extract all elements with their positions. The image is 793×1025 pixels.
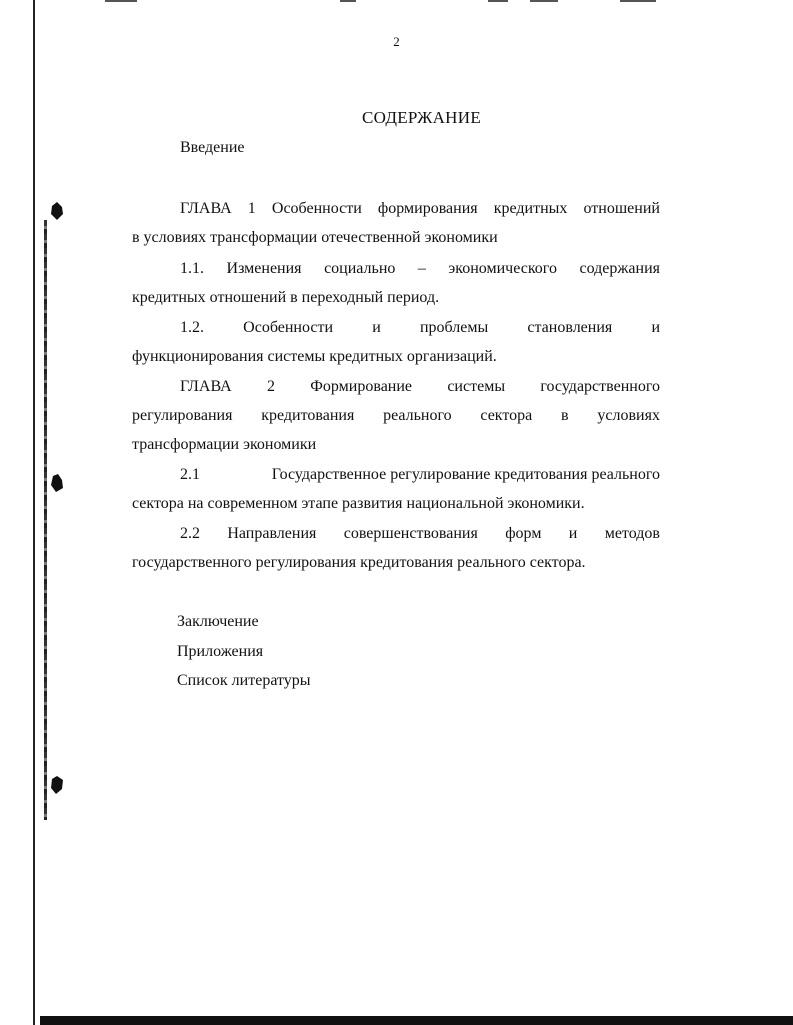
toc-section-1-2-line1	[180, 319, 660, 337]
toc-word: форм	[505, 525, 542, 542]
toc-word: и	[651, 319, 660, 336]
toc-word: Особенности	[271, 200, 362, 217]
binding-hole-mark-icon	[50, 202, 64, 220]
toc-word: условиях	[597, 407, 660, 424]
toc-section-2-1-line1	[180, 466, 660, 484]
scan-bottom-edge	[40, 1016, 793, 1025]
toc-appendices: Приложения	[177, 643, 264, 660]
toc-word: реального	[383, 407, 452, 424]
toc-section-1-2-line2: функционирования системы кредитных организаций.	[132, 348, 497, 365]
toc-word: ГЛАВА	[180, 200, 232, 217]
toc-conclusion: Заключение	[177, 613, 259, 630]
toc-chapter1-line2: в условиях трансформации отечественной экономики	[132, 229, 498, 246]
page-title: СОДЕРЖАНИЕ	[361, 108, 482, 127]
toc-section-2-1-line2: сектора на современном этапе развития национальной экономики.	[132, 495, 585, 512]
toc-word: 1.2.	[180, 319, 204, 336]
toc-word: Формирование	[310, 378, 413, 395]
toc-chapter2-line2	[132, 407, 660, 425]
toc-section-2-2-line2: государственного регулирования кредитования реального сектора.	[132, 554, 586, 571]
toc-section-2-2-line1	[180, 525, 660, 543]
toc-word: становления	[527, 319, 613, 336]
toc-references: Список литературы	[177, 672, 311, 689]
toc-word: экономического	[448, 260, 557, 277]
page-number: 2	[393, 34, 400, 49]
toc-word: системы	[447, 378, 506, 395]
toc-word: формирования	[377, 200, 478, 217]
toc-word: методов	[604, 525, 660, 542]
toc-word: ГЛАВА	[180, 378, 232, 395]
toc-chapter2-line3: трансформации экономики	[132, 436, 317, 453]
toc-word: 2.2	[180, 525, 200, 542]
toc-word: совершенствования	[343, 525, 478, 542]
toc-section-1-1-line1	[180, 260, 660, 278]
scan-top-edge	[0, 0, 793, 8]
toc-introduction: Введение	[180, 139, 245, 156]
toc-word: Государственное регулирование кредитования реального	[271, 466, 660, 483]
toc-word: содержания	[579, 260, 660, 277]
toc-word: 2	[266, 378, 275, 395]
toc-word: 1	[247, 200, 256, 217]
toc-word: сектора	[480, 407, 533, 424]
toc-word: государственного	[540, 378, 660, 395]
toc-word: 2.1	[180, 466, 200, 483]
toc-word: кредитных	[493, 200, 568, 217]
toc-word: отношений	[583, 200, 660, 217]
binding-hole-mark-icon	[50, 776, 64, 794]
toc-word: социально	[324, 260, 396, 277]
toc-word: Особенности	[243, 319, 334, 336]
toc-word: проблемы	[419, 319, 489, 336]
toc-section-1-1-line2: кредитных отношений в переходный период.	[132, 289, 440, 306]
toc-word: Изменения	[226, 260, 302, 277]
toc-word: Направления	[227, 525, 317, 542]
toc-word: в	[561, 407, 569, 424]
toc-word: и	[372, 319, 381, 336]
binding-hole-mark-icon	[50, 474, 64, 492]
toc-word: кредитования	[261, 407, 355, 424]
toc-word: и	[568, 525, 578, 542]
scan-binding-strip	[44, 220, 47, 820]
toc-word: регулирования	[132, 407, 233, 424]
toc-word: 1.1.	[180, 260, 204, 277]
toc-word: –	[417, 260, 426, 277]
toc-chapter2-line1	[180, 378, 660, 396]
toc-chapter1-line1	[180, 200, 660, 218]
scan-left-edge	[33, 0, 35, 1025]
